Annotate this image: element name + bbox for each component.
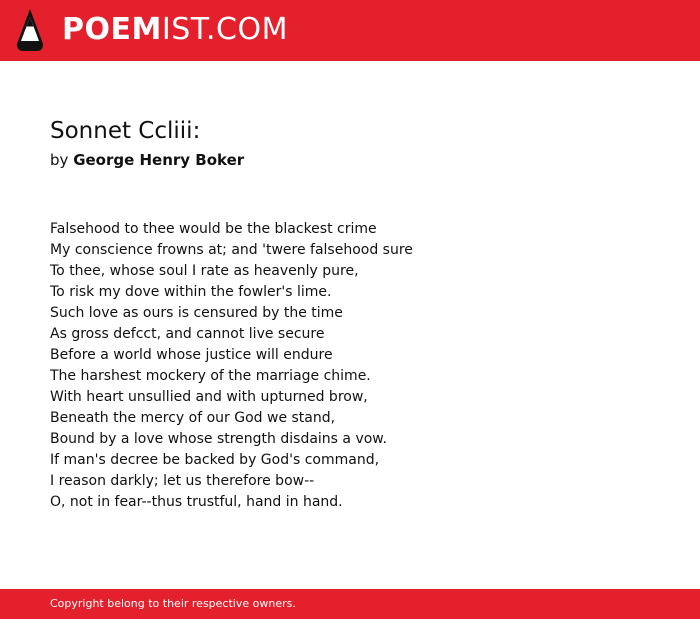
poem-line: To risk my dove within the fowler's lime.: [50, 284, 332, 300]
logo-light-text: IST.COM: [161, 12, 288, 47]
poem-body: [50, 219, 413, 513]
poem-byline: [50, 150, 244, 170]
author-name: George Henry Boker: [73, 151, 245, 169]
pencil-tip-icon: [16, 8, 44, 52]
poem-line: Such love as ours is censured by the time: [50, 305, 343, 321]
site-footer: [0, 589, 700, 619]
poem-line: To thee, whose soul I rate as heavenly pure,: [50, 263, 359, 279]
poem-line: I reason darkly; let us therefore bow--: [50, 473, 315, 489]
poem-line: The harshest mockery of the marriage chime.: [50, 368, 371, 384]
poem-line: With heart unsullied and with upturned brow,: [50, 389, 368, 405]
logo-bold-text: POEM: [62, 12, 162, 47]
site-logo[interactable]: [62, 12, 288, 48]
poem-line: O, not in fear--thus trustful, hand in hand.: [50, 494, 343, 510]
poem-line: My conscience frowns at; and 'twere falsehood sure: [50, 242, 413, 258]
copyright-text: Copyright belong to their respective owners.: [50, 597, 296, 610]
poem-line: If man's decree be backed by God's command,: [50, 452, 380, 468]
poem-line: As gross defcct, and cannot live secure: [50, 326, 325, 342]
poem-line: Beneath the mercy of our God we stand,: [50, 410, 336, 426]
site-header: [0, 0, 700, 61]
poem-line: Falsehood to thee would be the blackest crime: [50, 221, 377, 237]
poem-line: Before a world whose justice will endure: [50, 347, 333, 363]
poem-line: Bound by a love whose strength disdains a vow.: [50, 431, 387, 447]
poem-title: Sonnet Ccliii:: [50, 118, 201, 144]
by-label: by: [50, 151, 69, 169]
